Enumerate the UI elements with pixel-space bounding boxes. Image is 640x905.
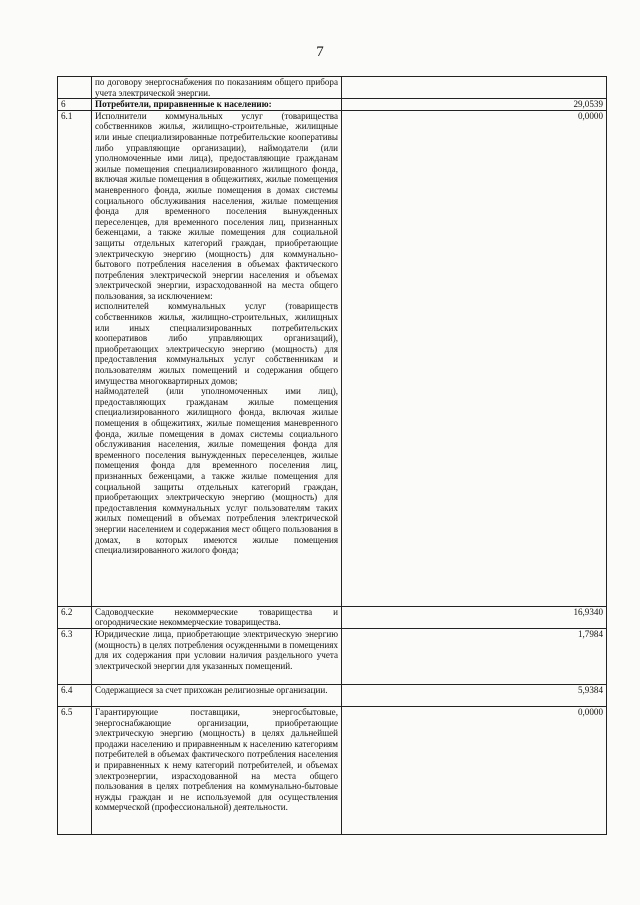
row-number: 6.4: [58, 684, 92, 706]
row-number: 6.5: [58, 706, 92, 834]
table-row: [58, 628, 607, 684]
row-description: Садоводческие некоммерческие товарищества и огороднические некоммерческие товарищества.: [92, 606, 342, 628]
row-description: по договору энергоснабжения по показаниям общего прибора учета электрической энергии.: [92, 77, 342, 99]
tariff-table: [57, 76, 607, 835]
row-description: Содержащиеся за счет прихожан религиозные организации.: [92, 684, 342, 706]
row-value: 0,0000: [342, 110, 607, 606]
row-number: 6.3: [58, 628, 92, 684]
row-number: 6.1: [58, 110, 92, 606]
row-description-main: Исполнители коммунальных услуг (товарищества собственников жилья, жилищно-строительные, жилищные или иные специализированные потребительские кооперативы либо управляющие организации), наймодатели (или уполномоченные ими лица), предоставляющие гражданам жилые помещения специализированного жилищного фонда, включая жилые помещения в общежитиях, жилые помещения маневренного фонда, жилые помещения в домах системы социального обслуживания населения, жилые помещения фонда для временного поселения вынужденных переселенцев, для временного поселения лиц, признанных беженцами, а также жилые помещения для социальной защиты отдельных категорий граждан, приобретающие электрическую энергию (мощность) для коммунально-бытового потребления населения в объемах фактического потребления электрической энергии населения и объемах электрической энергии, израсходованной на места общего пользования, за исключением:: [95, 110, 338, 301]
page-number: 7: [316, 44, 324, 60]
row-value: 5,9384: [342, 684, 607, 706]
row-value: 16,9340: [342, 606, 607, 628]
row-number: [58, 77, 92, 99]
row-description: Гарантирующие поставщики, энергосбытовые, энергоснабжающие организации, приобретающие электрическую энергию (мощность) в целях дальнейшей продажи населению и приравненным к населению категориям потребителей в объемах фактического потребления населения и приравненных к нему категорий потребителей, и объемах электроэнергии, израсходованной на места общего пользования в целях потребления на коммунально-бытовые нужды граждан и не используемой для осуществления коммерческой (профессиональной) деятельности.: [92, 706, 342, 834]
row-value: 0,0000: [342, 706, 607, 834]
row-description: [92, 110, 342, 606]
row-value: 29,0539: [342, 99, 607, 111]
row-description-exception-1: исполнителей коммунальных услуг (товариществ собственников жилья, жилищно-строительных, жилищных или иных специализированных потребительских кооперативов либо управляющих организаций), приобретающих электрическую энергию (мощность) для предоставления коммунальных услуг собственникам и пользователям жилых помещений и содержания общего имущества многоквартирных домов;: [95, 301, 338, 386]
table-row: [58, 606, 607, 628]
table-row: [58, 77, 607, 99]
row-description: Юридические лица, приобретающие электрическую энергию (мощность) в целях потребления осужденными в помещениях для их содержания при условии наличия раздельного учета электрической энергии для указанных помещений.: [92, 628, 342, 684]
row-value: [342, 77, 607, 99]
table-row: [58, 110, 607, 606]
row-number: 6.2: [58, 606, 92, 628]
row-description-exception-2: наймодателей (или уполномоченных ими лиц), предоставляющих гражданам жилые помещения специализированного жилищного фонда, включая жилые помещения в общежитиях, жилые помещения маневренного фонда, жилые помещения в домах системы социального обслуживания населения, жилые помещения фонда для временного поселения вынужденных переселенцев, жилые помещения фонда для временного поселения лиц, признанных беженцами, а также жилые помещения для социальной защиты отдельных категорий граждан, приобретающих электрическую энергию (мощность) для предоставления коммунальных услуг пользователям таких жилых помещений в объемах потребления электрической энергии населением и содержания мест общего пользования в домах, в которых имеются жилые помещения специализированного жилого фонда;: [95, 386, 338, 556]
row-description: Потребители, приравненные к населению:: [92, 99, 342, 111]
table-row: [58, 99, 607, 111]
table-row: [58, 684, 607, 706]
row-number: 6: [58, 99, 92, 111]
table-row: [58, 706, 607, 834]
row-value: 1,7984: [342, 628, 607, 684]
